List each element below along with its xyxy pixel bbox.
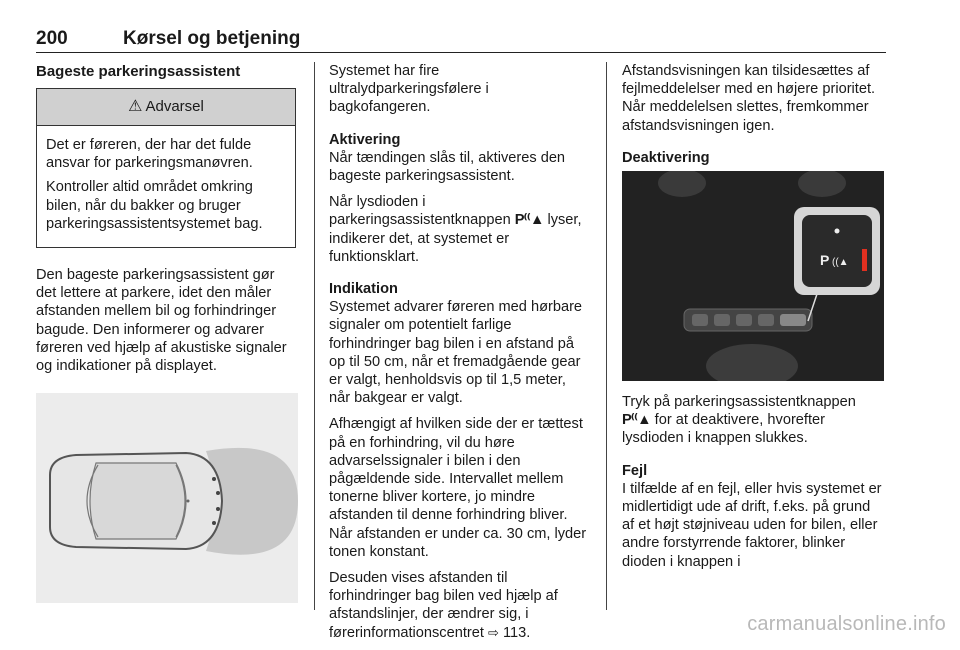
svg-text:P: P	[820, 252, 830, 269]
deactivation-paragraph	[622, 393, 886, 448]
deactivation-text-a: Tryk på parkeringsassistentknappen	[622, 394, 856, 411]
activation-text-a: Når lysdioden i parkeringsassistentknappen	[329, 194, 511, 229]
park-assist-console-icon	[622, 171, 884, 381]
warning-text-2: Kontroller altid området omkring bilen, når du bakker og bruger parkeringsassistentsystemet bag.	[46, 179, 263, 232]
warning-title: Advarsel	[145, 97, 204, 115]
fault-paragraph: I tilfælde af en fejl, eller hvis systemet er midlertidigt ude af drift, f.eks. på grund af et højt støjniveau uden for bilen, eller andre forstyrrende faktorer, blinker dioden i knappen i	[622, 480, 882, 570]
indication-paragraph-2: Afhængigt af hvilken side der er tættest på en forhindring, vil du høre advarselssignaler i bilen i den pågældende side. Intervallet mellem tonerne bliver kortere, jo mindre afstanden til denne forhindring bliver. Når afstanden er under ca. 30 cm, lyder tonen konstant.	[329, 416, 587, 560]
intro-paragraph: Den bageste parkeringsassistent gør det lettere at parkere, idet den måler afstanden mellem bil og forhindringer bagude. Den informerer og advarer føreren ved hjælp af akustiske signaler og indikationer på displayet.	[36, 267, 287, 375]
watermark: carmanualsonline.info	[747, 613, 946, 635]
indication-paragraph-3	[329, 569, 591, 642]
svg-text:((▲: ((▲	[832, 257, 849, 269]
column-2	[329, 62, 591, 650]
car-sensor-illustration	[36, 393, 298, 603]
warning-triangle-icon: ⚠	[128, 97, 143, 115]
heading-fault: Fejl	[622, 462, 648, 479]
chapter-title: Kørsel og betjening	[123, 28, 301, 49]
warning-box	[36, 88, 296, 248]
column-divider	[314, 62, 315, 610]
section-title: Bageste parkeringsassistent	[36, 63, 241, 80]
park-assist-button-icon: P⁽⁽▲	[622, 412, 651, 429]
page-header	[36, 28, 886, 53]
page-reference-arrow-icon: ⇨	[487, 624, 499, 640]
indication-paragraph-1: Systemet advarer føreren med hørbare signaler om potentielt farlige forhindringer bag bilen i en afstand på op til 50 cm, når et fremadgående gear er valgt, henholdsvis op til 1,5 meter, når bakgear er valgt.	[329, 299, 583, 407]
page-reference-link[interactable]: 113.	[502, 624, 531, 641]
display-paragraph: Afstandsvisningen kan tilsidesættes af fejlmeddelelser med en højere prioritet. Når meddelelsen slettes, fremkommer afstandsvisningen igen.	[622, 63, 876, 134]
column-3	[622, 62, 886, 579]
heading-activation: Aktivering	[329, 131, 401, 148]
page-number: 200	[36, 28, 68, 49]
activation-paragraph-1: Når tændingen slås til, aktiveres den bageste parkeringsassistent.	[329, 149, 566, 185]
column-1	[36, 62, 298, 603]
sensors-paragraph: Systemet har fire ultralydparkeringsfølere i bagkofangeren.	[329, 63, 489, 116]
console-button-photo	[622, 171, 884, 381]
warning-body	[37, 126, 295, 247]
deactivation-text-b: for at deaktivere, hvorefter lysdioden i knappen slukkes.	[622, 412, 825, 447]
column-divider	[606, 62, 607, 610]
park-assist-button-icon: P⁽⁽▲	[514, 212, 544, 229]
activation-text-b: lyser, indikerer det, at systemet er funktionsklart.	[329, 212, 582, 265]
warning-text-1: Det er føreren, der har det fulde ansvar for parkeringsmanøvren.	[46, 137, 253, 172]
heading-deactivation: Deaktivering	[622, 149, 710, 166]
warning-header	[37, 89, 295, 126]
activation-paragraph-2	[329, 193, 591, 266]
indication-text-a: Desuden vises afstanden til forhindringer bag bilen ved hjælp af afstandslinjer, der ændrer sig, i førerinformationscentret	[329, 570, 558, 641]
heading-indication: Indikation	[329, 281, 398, 298]
car-top-view-icon	[36, 393, 298, 603]
